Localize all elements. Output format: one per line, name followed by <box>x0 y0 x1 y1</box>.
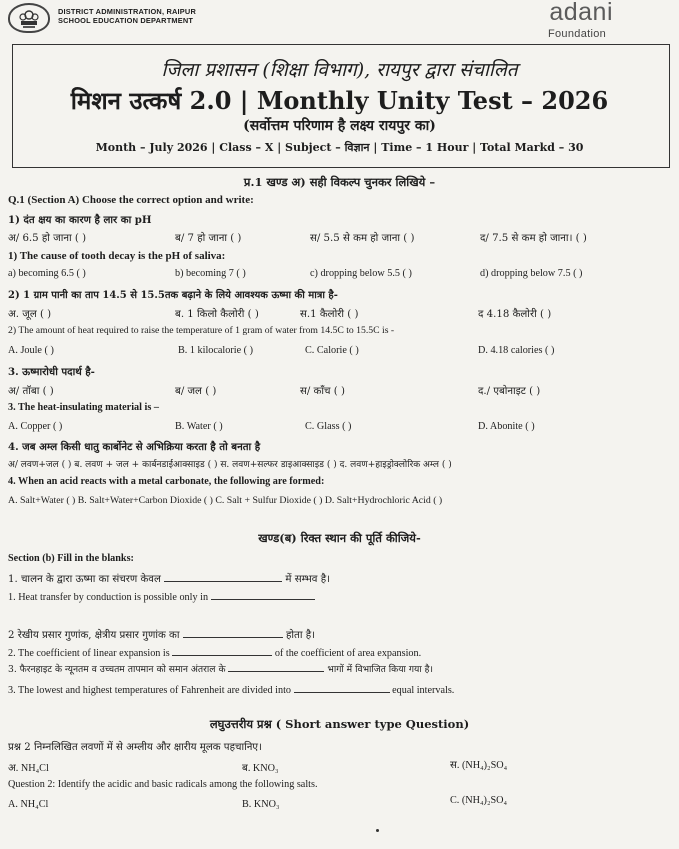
blank-3-en-pre: 3. The lowest and highest temperatures of Fahrenheit are divided into <box>8 685 292 696</box>
q3-hi-option-b: ब/ जल ( ) <box>175 386 217 397</box>
brand-subtitle: Foundation <box>548 28 607 40</box>
q3-hi-option-c: स/ काँच ( ) <box>300 386 345 397</box>
section-a-heading-hi: प्र.1 खण्ड अ) सही विकल्प चुनकर लिखिये – <box>243 175 436 189</box>
q4-en-options: A. Salt+Water ( ) B. Salt+Water+Carbon Dioxide ( ) C. Salt + Sulfur Dioxide ( ) D. Salt+Hydrochloric Acid ( ) <box>8 495 443 506</box>
blank-3-english <box>8 683 454 696</box>
q3-hi-option-a: अ/ तॉबा ( ) <box>8 386 54 397</box>
question-2-english: Question 2: Identify the acidic and basic radicals among the following salts. <box>8 779 318 790</box>
blank-2-en-post: of the coefficient of area expansion. <box>274 648 422 659</box>
q4-english: 4. When an acid reacts with a metal carbonate, the following are formed: <box>8 476 325 487</box>
brand-logo: adani <box>549 0 613 26</box>
q1-hi-option-c: स/ 5.5 से कम हो जाना ( ) <box>310 233 415 244</box>
q2-salt-hi-b: ब. KNO₃ <box>242 763 279 774</box>
q1-hi-option-b: ब/ 7 हो जाना ( ) <box>175 233 242 244</box>
page-dot <box>376 829 379 832</box>
title-motto: (सर्वोत्तम परिणाम है लक्ष्य रायपुर का) <box>243 118 436 134</box>
answer-blank <box>211 590 315 600</box>
blank-2-hindi <box>8 627 315 641</box>
answer-blank <box>183 628 283 638</box>
title-line-1: जिला प्रशासन (शिक्षा विभाग), रायपुर द्वारा संचालित <box>161 59 518 81</box>
q3-english: 3. The heat-insulating material is – <box>8 402 159 413</box>
q1-hindi: 1) दंत क्षय का कारण है लार का pH <box>8 214 152 226</box>
blank-1-hindi <box>8 571 330 585</box>
q2-salt-hi-c: स. (NH₄)₂SO₄ <box>450 760 508 771</box>
q4-hindi: 4. जब अम्ल किसी धातु कार्बोनेट से अभिक्रिया करता है तो बनता है <box>8 441 261 453</box>
q2-hi-option-d: द 4.18 कैलोरी ( ) <box>478 309 552 320</box>
answer-blank <box>172 646 272 656</box>
blank-3-hindi <box>8 662 433 675</box>
blank-1-hi-post: में सम्भव है। <box>285 574 330 585</box>
q3-hi-option-d: द./ एबोनाइट ( ) <box>478 386 541 397</box>
answer-blank <box>228 662 324 672</box>
q1-en-option-d: d) dropping below 7.5 ( ) <box>480 268 583 279</box>
department-line: SCHOOL EDUCATION DEPARTMENT <box>58 16 194 25</box>
blank-1-hi-pre: 1. चालन के द्वारा ऊष्मा का संचरण केवल <box>8 574 161 585</box>
answer-blank <box>164 572 282 582</box>
q2-en-option-b: B. 1 kilocalorie ( ) <box>178 345 253 356</box>
q2-salt-en-a: A. NH₄Cl <box>8 799 49 810</box>
q2-en-option-c: C. Calorie ( ) <box>305 345 359 356</box>
answer-blank <box>294 683 390 693</box>
q2-salt-en-b: B. KNO₃ <box>242 799 280 810</box>
govt-emblem-icon <box>8 3 50 33</box>
blank-3-hi-pre: 3. फैरनहाइट के न्यूनतम व उच्चतम तापमान को समान अंतराल के <box>8 664 226 675</box>
q1-hi-option-a: अ/ 6.5 हो जाना ( ) <box>8 233 87 244</box>
q2-hi-option-c: स.1 कैलोरी ( ) <box>300 309 359 320</box>
section-a-heading-en: Q.1 (Section A) Choose the correct option and write: <box>8 194 254 206</box>
q2-en-option-d: D. 4.18 calories ( ) <box>478 345 555 356</box>
blank-1-english <box>8 590 315 603</box>
district-line: DISTRICT ADMINISTRATION, RAIPUR <box>58 7 196 16</box>
section-b-heading-hi: खण्ड(ब) रिक्त स्थान की पूर्ति कीजिये- <box>258 531 421 545</box>
blank-3-hi-post: भागों में विभाजित किया गया है। <box>327 664 433 675</box>
q3-hindi: 3. ऊष्मारोधी पदार्थ है- <box>8 366 95 378</box>
q2-hi-option-b: ब. 1 किलो कैलोरी ( ) <box>175 309 259 320</box>
q1-english: 1) The cause of tooth decay is the pH of saliva: <box>8 250 226 262</box>
blank-2-english <box>8 646 421 659</box>
q4-hi-options: अ/ लवण+जल ( ) ब. लवण + जल + कार्बनडाईआक्साइड ( ) स. लवण+सल्फर डाइआक्साइड ( ) द. लवण+हाइड्रोक्लोरिक अम्ल ( ) <box>8 460 452 470</box>
q1-en-option-a: a) becoming 6.5 ( ) <box>8 268 86 279</box>
q3-en-option-c: C. Glass ( ) <box>305 421 352 432</box>
blank-3-en-post: equal intervals. <box>392 685 455 696</box>
page-title: मिशन उत्कर्ष 2.0 | Monthly Unity Test – 2026 <box>70 86 609 115</box>
q1-en-option-b: b) becoming 7 ( ) <box>175 268 246 279</box>
q2-hindi: 2) 1 ग्राम पानी का ताप 14.5 से 15.5तक बढ़ाने के लिये आवश्यक ऊष्मा की मात्रा है- <box>8 290 338 301</box>
q2-salt-en-c: C. (NH₄)₂SO₄ <box>450 795 508 806</box>
q1-hi-option-d: द/ 7.5 से कम हो जाना। ( ) <box>480 233 587 244</box>
q3-en-option-a: A. Copper ( ) <box>8 421 63 432</box>
short-answer-heading: लघुउत्तरीय प्रश्न ( Short answer type Question) <box>209 717 470 731</box>
q2-english: 2) The amount of heat required to raise the temperature of 1 gram of water from 14.5C to 15.5C is - <box>8 325 395 336</box>
section-b-heading-en: Section (b) Fill in the blanks: <box>8 553 134 564</box>
exam-details: Month – July 2026 | Class – X | Subject – विज्ञान | Time – 1 Hour | Total Markd – 30 <box>95 141 584 154</box>
blank-2-hi-pre: 2 रेखीय प्रसार गुणांक, क्षेत्रीय प्रसार गुणांक का <box>8 630 180 641</box>
blank-1-en-text: 1. Heat transfer by conduction is possible only in <box>8 592 209 603</box>
q3-en-option-d: D. Abonite ( ) <box>478 421 535 432</box>
q2-en-option-a: A. Joule ( ) <box>8 345 54 356</box>
question-2-hindi: प्रश्न 2 निम्नलिखित लवणों में से अम्लीय और क्षारीय मूलक पहचानिए। <box>8 742 262 753</box>
district-dept-label <box>58 7 196 25</box>
blank-2-en-pre: 2. The coefficient of linear expansion is <box>8 648 170 659</box>
blank-2-hi-post: होता है। <box>285 630 315 641</box>
q3-en-option-b: B. Water ( ) <box>175 421 223 432</box>
q1-en-option-c: c) dropping below 5.5 ( ) <box>310 268 412 279</box>
q2-hi-option-a: अ. जूल ( ) <box>8 309 52 320</box>
q2-salt-hi-a: अ. NH₄Cl <box>8 763 49 774</box>
